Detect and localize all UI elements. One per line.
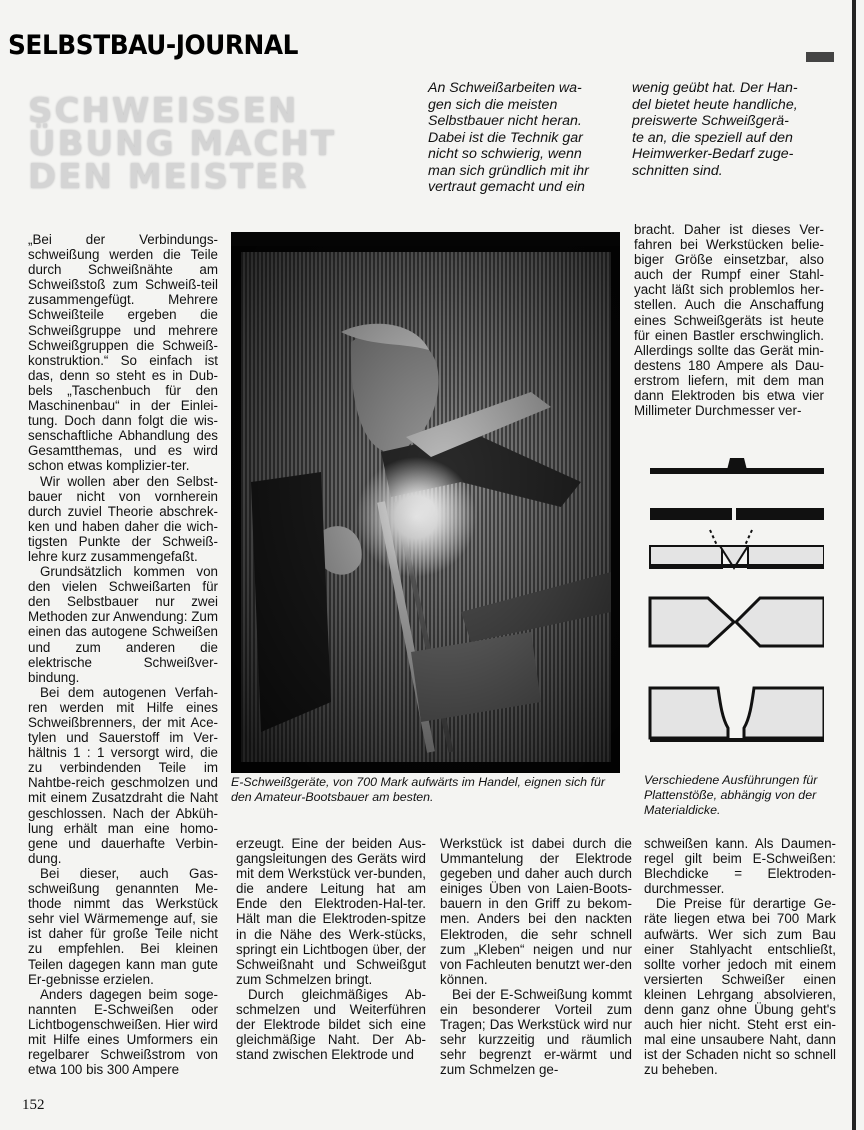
headline-line-1: SCHWEISSEN (28, 95, 299, 131)
headline-line-2: ÜBUNG MACHT (28, 124, 337, 164)
paragraph: Anders dagegen beim soge-nannten E-Schweißen oder Lichtbogenschweißen. Hier wird mit Hilfe eines Umformers ein regelbarer Schweißstrom von etwa 100 bis 300 Ampere (28, 986, 218, 1078)
paragraph: schweißen kann. Als Daumen-regel gilt beim E-Schweißen: Blechdicke = Elektroden-durchmesser. (644, 836, 836, 897)
paragraph: erzeugt. Eine der beiden Aus-gangsleitungen des Geräts wird mit dem Werkstück ver-bunden, die andere Leitung hat am Ende den Elektroden-Hal-ter. Hält man die Elektroden-spitze in die Nähe des Werk-stücks, springt ein Lichtbogen über, der Schweißnaht und Schweißgut zum Schmelzen bringt. (236, 836, 426, 987)
intro-line: An Schweißarbeiten wa- (428, 80, 582, 96)
intro-line: del bietet heute handliche, (632, 96, 798, 113)
paragraph: „Bei der Verbindungs-schweißung werden die Teile durch Schweißnähte am Schweißstoß zum Schweiß-teil zusammengefügt. Mehrere Schweißteile ergeben die Schweißgruppe und mehrere Schweißgruppen die Schweiß-konstruktion.“ So einfach ist das, denn so steht es in Dub-bels „Taschenbuch für den Maschinenbau“ in der Einlei-tung. Doch dann folgt die wis-senschaftliche Abhandlung des Gesamtthemas, und es wird schon etwas komplizier-ter. (28, 232, 218, 474)
intro-line: Heimwerker-Bedarf zuge- (632, 146, 794, 162)
diagram-caption: Verschiedene Ausführungen für Plattenstöße, abhängig von der Materialdicke. (644, 773, 818, 817)
headline-line-3: DEN MEISTER (28, 157, 309, 195)
article-column-2 (236, 836, 426, 1062)
joint-u-groove (650, 688, 824, 742)
article-column-3 (440, 836, 632, 1078)
intro-column-2 (632, 80, 832, 179)
paragraph: Bei dem autogenen Verfah-ren werden mit Hilfe eines Schweißbrenners, der mit Ace-tylen und Sauerstoff im Ver-hältnis 1 : 1 versorgt wird, die zu verbindenden Teile im Nahtbe-reich geschmolzen und mit einem Zusatzdraht die Naht geschlossen. Nach der Abküh-lung erhält man eine homo-gene und dauerhafte Verbin-dung. (28, 684, 218, 866)
joint-v-groove (650, 530, 824, 568)
photo-caption: E-Schweißgeräte, von 700 Mark aufwärts im Handel, eignen sich für den Amateur-Bootsbauer am besten. (231, 775, 605, 804)
intro-line: Selbstbauer nicht heran. (428, 113, 582, 129)
intro-line: gen sich die meisten (428, 96, 558, 113)
article-column-right-top (634, 222, 824, 418)
joint-flanged (650, 458, 824, 474)
welding-photo (231, 232, 620, 773)
paragraph: Bei der E-Schweißung kommt ein besonderer Vorteil zum Tragen; Das Werkstück wird nur sehr kurzzeitig und räumlich sehr begrenzt er-wärmt und zum Schmelzen ge- (440, 986, 632, 1078)
intro-column-1 (428, 80, 628, 196)
paragraph: Wir wollen aber den Selbst-bauer nicht von vornherein durch zuviel Theorie abschrek-ken und haben daher die wich-tigsten Punkte der Schweiß-lehre kurz zusammengefaßt. (28, 473, 218, 564)
intro-line: wenig geübt hat. Der Han- (632, 80, 798, 96)
intro-line: te an, die speziell auf den (632, 129, 793, 146)
paragraph: Grundsätzlich kommen von den vielen Schweißarten für den Selbstbauer nur zwei Methoden zur Anwendung: Zum einen das autogene Schweißen und zum anderen die elektrische Schweißver-bindung. (28, 564, 218, 685)
article-column-4 (644, 836, 836, 1078)
intro-line: preiswerte Schweißgerä- (632, 113, 789, 129)
paragraph: bracht. Daher ist dieses Ver-fahren bei Werkstücken belie-biger Größe einsetzbar, also auch der Rumpf einer Stahl-yacht läßt sich problemlos her-stellen. Auch die Anschaffung eines Schweißgeräts ist heute für einen Bastler erschwinglich. Allerdings sollte das Gerät min-destens 180 Ampere als Dau-erstrom liefern, mit dem man dann Elektroden bis etwa vier Millimeter Durchmesser ver- (634, 222, 824, 419)
paragraph: Werkstück ist dabei durch die Ummantelung der Elektrode gegeben und daher auch durch einiges Üben von Laien-Boots-bauern in den Griff zu bekom-men. Anders bei den nackten Elektroden, die sehr schnell zum „Kleben“ neigen und nur von Fachleuten benutzt wer-den können. (440, 836, 632, 987)
intro-line: schnitten sind. (632, 162, 723, 179)
joint-x-groove (650, 598, 824, 646)
article-column-1 (28, 232, 218, 1077)
headline (28, 95, 358, 195)
intro-line: man sich gründlich mit ihr (428, 162, 589, 179)
section-title: SELBSTBAU-JOURNAL (8, 30, 299, 61)
welding-photo-graphic (231, 232, 620, 773)
corner-mark (806, 52, 834, 62)
intro-line: Dabei ist die Technik gar (428, 129, 583, 146)
intro-line: nicht so schwierig, wenn (428, 146, 582, 162)
weld-joint-diagram (648, 440, 824, 770)
paragraph: Durch gleichmäßiges Ab-schmelzen und Weiterführen der Elektrode bildet sich eine gleichmäßige Naht. Der Ab-stand zwischen Elektrode und (236, 986, 426, 1063)
page-edge-rule (852, 0, 856, 1130)
joint-butt-square (650, 508, 824, 520)
paragraph: Bei dieser, auch Gas-schweißung genannten Me-thode nimmt das Werkstück sehr viel Wärmemenge auf, sie ist daher für große Teile nicht zu empfehlen. Bei kleinen Teilen dagegen kann man gute Er-gebnisse erzielen. (28, 865, 218, 987)
paragraph: Die Preise für derartige Ge-räte liegen etwa bei 700 Mark aufwärts. Wer sich zum Bau einer Stahlyacht entschließt, sollte vorher jedoch mit einem versierten Schweißer einen kleinen Lehrgang absolvieren, denn ganz ohne Übung geht's auch hier nicht. Steht erst ein-mal eine unsaubere Naht, dann ist der Schaden nicht so schnell zu beheben. (644, 896, 836, 1078)
page-number: 152 (22, 1097, 45, 1113)
intro-line: vertraut gemacht und ein (428, 179, 585, 195)
